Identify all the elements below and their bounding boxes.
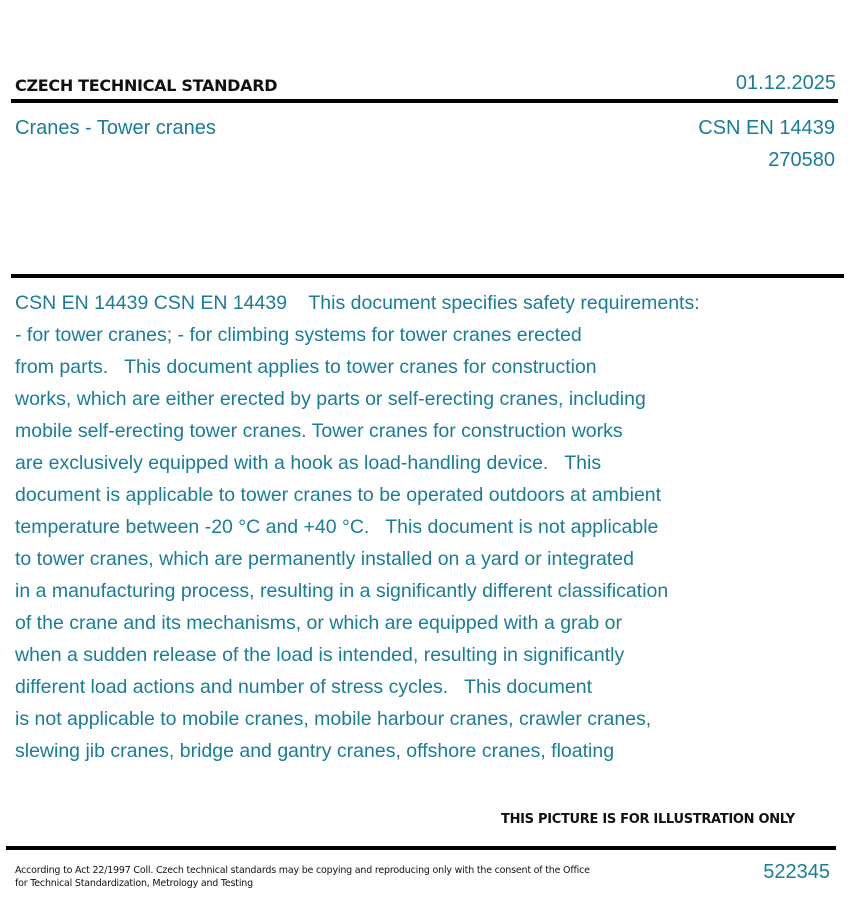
abstract-line: in a manufacturing process, resulting in a significantly different classification xyxy=(15,580,669,602)
abstract-line: are exclusively equipped with a hook as load-handling device. This xyxy=(15,452,602,474)
standard-subject: Cranes - Tower cranes xyxy=(15,117,216,139)
abstract-line: - for tower cranes; - for climbing systems for tower cranes erected xyxy=(15,324,582,346)
header-divider xyxy=(11,99,838,103)
footer-divider xyxy=(6,846,836,850)
abstract-line: document is applicable to tower cranes to be operated outdoors at ambient xyxy=(15,484,662,506)
illustration-note: THIS PICTURE IS FOR ILLUSTRATION ONLY xyxy=(501,812,795,827)
legal-notice xyxy=(15,864,595,890)
standard-type-title: CZECH TECHNICAL STANDARD xyxy=(15,76,278,95)
abstract-line: is not applicable to mobile cranes, mobile harbour cranes, crawler cranes, xyxy=(15,708,652,730)
legal-notice-line: According to Act 22/1997 Coll. Czech technical standards may be copying and reproducing only with the consent of the Office xyxy=(15,865,590,876)
abstract-line: to tower cranes, which are permanently installed on a yard or integrated xyxy=(15,548,634,570)
abstract-line: temperature between -20 °C and +40 °C. This document is not applicable xyxy=(15,516,659,538)
abstract-line: works, which are either erected by parts or self-erecting cranes, including xyxy=(15,388,646,410)
abstract-line: when a sudden release of the load is intended, resulting in significantly xyxy=(15,644,625,666)
abstract-line: of the crane and its mechanisms, or which are equipped with a grab or xyxy=(15,612,622,634)
legal-notice-line: for Technical Standardization, Metrology and Testing xyxy=(15,878,253,889)
abstract-text xyxy=(15,290,845,770)
abstract-line: mobile self-erecting tower cranes. Tower cranes for construction works xyxy=(15,420,623,442)
standard-code: CSN EN 14439 xyxy=(698,117,835,139)
publication-date: 01.12.2025 xyxy=(735,72,836,94)
classification-number: 270580 xyxy=(768,149,835,171)
abstract-line: CSN EN 14439 CSN EN 14439 This document specifies safety requirements: xyxy=(15,292,700,314)
content-divider xyxy=(11,274,844,278)
document-id: 522345 xyxy=(763,861,830,883)
abstract-line: from parts. This document applies to tower cranes for construction xyxy=(15,356,597,378)
abstract-line: slewing jib cranes, bridge and gantry cranes, offshore cranes, floating xyxy=(15,740,615,762)
abstract-line: different load actions and number of stress cycles. This document xyxy=(15,676,592,698)
